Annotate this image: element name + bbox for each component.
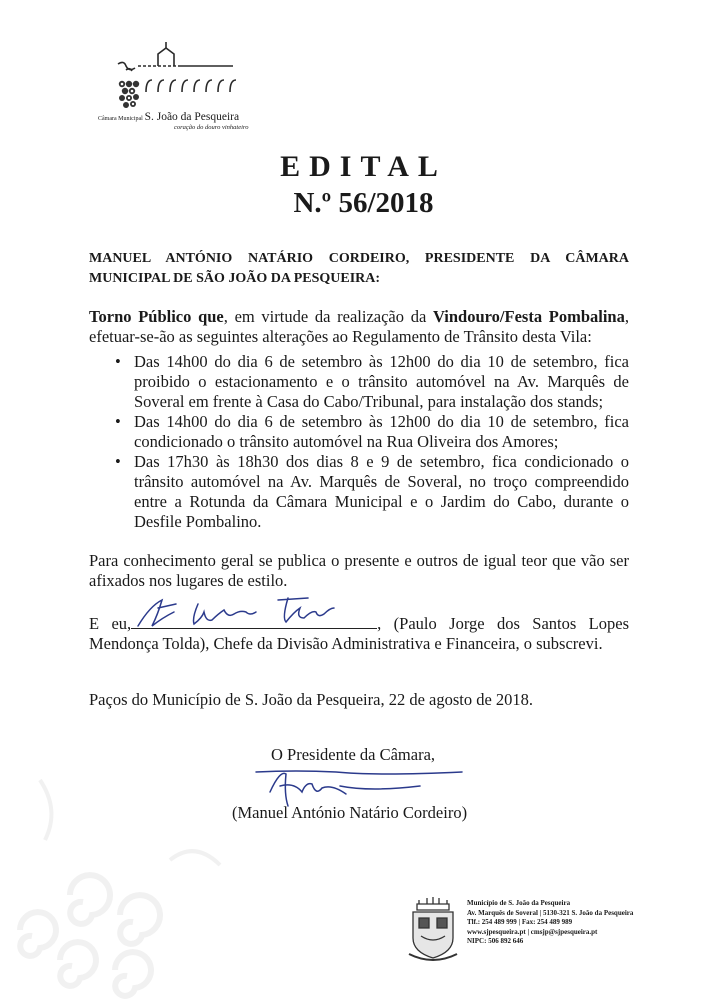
document-title: EDITAL [280, 150, 447, 183]
logo-org-small: Câmara Municipal [98, 116, 143, 122]
date-line: Paços do Município de S. João da Pesqueira, 22 de agosto de 2018. [89, 690, 534, 709]
intro-text-b: , efetuar-se-ão as seguintes alterações ao Regulamento de Trânsito desta Vila: [89, 307, 629, 346]
footer-line: NIPC: 506 892 646 [467, 937, 524, 946]
footer-contact [467, 899, 633, 947]
footer-line: www.sjpesqueira.pt | cmsjp@sjpesqueira.pt [467, 927, 598, 936]
footer-line: Av. Marquês de Soveral | 5130-321 S. João da Pesqueira [467, 908, 634, 917]
footer-line: Município de S. João da Pesqueira [467, 899, 571, 907]
intro-event: Vindouro/Festa Pombalina [432, 307, 625, 326]
decorative-swirl-background [0, 760, 230, 1000]
traffic-changes-list [115, 352, 629, 532]
president-name: (Manuel António Natário Cordeiro) [232, 803, 468, 822]
publication-paragraph: Para conhecimento geral se publica o presente e outros de igual teor que vão ser afixados nos lugares de estilo. [89, 551, 629, 590]
signoff-rest: , (Paulo Jorge dos Santos Lopes Mendonça Tolda), Chefe da Divisão Administrativa e Financeira, o subscrevi. [89, 614, 629, 653]
footer-line: Tlf.: 254 489 999 | Fax: 254 489 989 [467, 918, 573, 927]
logo-tagline: coração do douro vinhateiro [174, 124, 249, 131]
signoff-lead: E eu, [89, 614, 132, 633]
list-item: • Das 17h30 às 18h30 dos dias 8 e 9 de setembro, fica condicionado o trânsito automóvel na Av. Marquês de Soveral, no troço compreendido entre a Rotunda da Câmara Municipal e o Jardim do Cabo, durante o Desfile Pombalino. [115, 452, 629, 532]
intro-text-a: , em virtude da realização da [223, 307, 433, 326]
addressee: MANUEL ANTÓNIO NATÁRIO CORDEIRO, PRESIDENTE DA CÂMARA MUNICIPAL DE SÃO JOÃO DA PESQUEIRA: [89, 251, 629, 286]
president-title: O Presidente da Câmara, [271, 745, 436, 764]
document-number: N.º 56/2018 [293, 187, 434, 219]
signoff-paragraph [89, 614, 629, 654]
intro-paragraph [89, 307, 629, 347]
signature-line [131, 614, 377, 629]
logo-org-name [98, 111, 239, 123]
list-item: • Das 14h00 do dia 6 de setembro às 12h00 do dia 10 de setembro, fica condicionado o trânsito automóvel na Rua Oliveira dos Amores; [115, 412, 629, 452]
list-item: • Das 14h00 do dia 6 de setembro às 12h00 do dia 10 de setembro, fica proibido o estacionamento e o trânsito automóvel na Av. Marquês de Soveral em frente à Casa do Cabo/Tribunal, para instalação dos stands; [115, 352, 629, 412]
intro-bold-lead: Torno Público que [89, 307, 224, 326]
logo-org-big: S. João da Pesqueira [144, 111, 240, 123]
municipality-logo [108, 42, 258, 120]
municipal-crest-icon [405, 896, 461, 968]
